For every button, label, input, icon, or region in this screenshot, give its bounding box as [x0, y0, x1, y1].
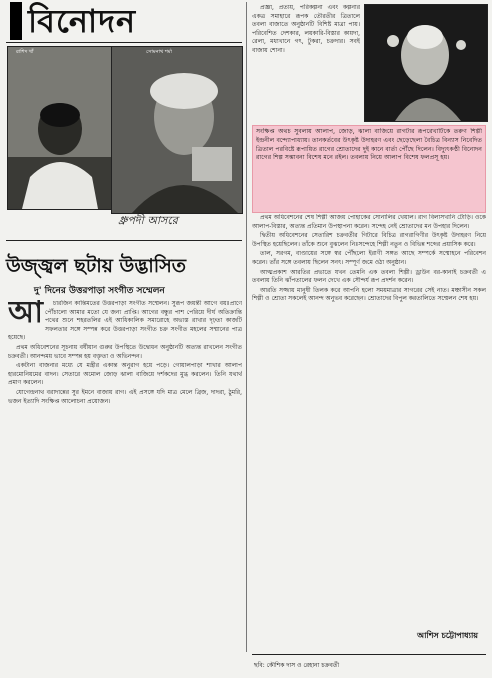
drop-cap: আ [8, 300, 43, 330]
photo-left-musician [7, 46, 112, 210]
headline-rule [6, 240, 242, 241]
column-divider [246, 2, 247, 652]
photo-right-caption: সোমনাথ শর্মা [146, 49, 173, 55]
paragraph: আত্মপ্রকাশ আরতির প্রভাতে যখন তেমনি এক তবলা শিল্পী। ড্রাউন বর-কানাই চক্রবর্তী এ তবলায় তিনি ঝাঁপতালের ফলন দেখে এক সৌন্দর্য রূপ প্রদর্শন করেন। [252, 268, 486, 285]
masthead-bar [10, 2, 22, 40]
article-byline: আশিস চট্টোপাধ্যায় [417, 631, 478, 640]
photo-left-caption: রাশিদ খাঁ [16, 49, 34, 55]
article-subhead: দু' দিনের উত্তরপাড়া সংগীত সম্মেলন [34, 286, 165, 296]
paragraph: তাল, সরগম, বাণ্ডায়ের সঙ্গে স্বর পৌঁছলো ইরাণী সঙ্গত আছে সম্পর্কে সম্মোহনে পরিবেশন করেন। তাঁর সঙ্গে তবলায় ছিলেন সনৎ। সম্পূর্ণ জমে ওঠা অনুষ্ঠান। [252, 250, 486, 266]
paragraph: যোগেন্দ্রনাথ বরাদান্নের সুর ইমনে বাজায় রাগ। এই প্রসঙ্গে যদি মাত্র মেলে ব্রিজ, দাদরা, ঠুমরি, ভজন ইত্যাদি সংক্ষিপ্ত আলোচনা প্রয়োজন। [8, 388, 242, 405]
article-headline: উজ্জ্বল ছটায় উদ্ভাসিত [6, 255, 187, 277]
paragraph: চারজিন কান্তিমতের উত্তরপাড়া সংগীত সম্মেলন। সুরূপ জয়ন্তী আগে বয়ঃপ্রাণে পৌঁচালো আমার মতো যে জন্য প্রাপ্তি। আগের বন্ধুর পাশ পেরিয়ে দীর্ঘ অতিক্রান্তি পথের শুনে শহরতলির এই আধিকালিক সমারোহে অভ্যস্ত রাখার দৃঢ়তা কাজটি সফলতার সঙ্গে সম্পন্ন করে উত্তরপাড়া সংগীত চক্র সংগীত মহলের সম্মানের পাত্র হয়েছে। [8, 300, 242, 342]
photo-credit: ছবি: কৌশিক দাস ও রেহানা চক্রবর্তী [254, 662, 340, 669]
masthead [10, 2, 230, 42]
paragraph: প্রথম অধিবেশনের শেষ শিল্পী আজয় পোহাকের সোনালির খেয়াল। রাগ বিলাসখানি টোড়ি। ওকে আলাপ-বিস্তার, অত্যন্ত প্রতিমান উপস্থাপনা করেন। সন্দেহ নেই শ্রোতাদের মন উপহার দিলেন। [252, 214, 486, 230]
right-top-text [252, 4, 360, 120]
credit-rule [252, 654, 486, 655]
masthead-title: বিনোদন [28, 2, 137, 40]
photo-dancer [364, 4, 488, 122]
paragraph: একটানা বাজনার মধ্যে যে মন্ত্রীর একান্ত অনুরাগ হয়ে পড়ে। গোয়ালপাড়া শাখার আলাপ হারমোনিয়মের বাদন। সেতারে অমোল জোড় ঝালা বাজিয়ে দর্শকদের মুগ্ধ করলেন। তিনি যথার্থ প্রমাণ করলেন। [8, 362, 242, 387]
left-column-text [8, 300, 242, 670]
masthead-rule [6, 42, 242, 43]
paragraph: আরতি সজ্জায় মানুষী তিলক করে আপনি হলো সময়মাত্রার সাগরের সেই নাত। মঞ্চাসীন সকল শিল্পী ও শ্রোতা সকলেই আনন্দ অনুভব করেছেন। শ্রোতাদের বিপুল করতালিতে সম্মেলন শেষ হয়। [252, 286, 486, 303]
paragraph: প্রথম অধিবেশনের সূচনায় বর্ষীয়ান গুরুর উপস্থিতে উদ্বোধন অনুষ্ঠানটি অত্যন্ত রাখলেন সংগীত চক্রবর্তী। আনন্দময় ভাবে সম্পন্ন হয় বক্তৃতা ও অভিনন্দন। [8, 343, 242, 360]
right-column-text [252, 214, 486, 626]
paragraph: দ্বিতীয় অধিবেশনের সেতারিশ চক্রবর্তীর গিটারে বিচিত্র রাগরাগিণীর উৎকৃষ্ট উদাহরণ নিয়ে উপস্থিত হয়েছিলেন। তাঁকে শুনে বুঝলেন নিঃসন্দেহে শিল্পী নতুন ও বিভিন্ন শব্দের প্রয়াসিক করে। [252, 232, 486, 248]
paragraph: প্রজ্ঞা, প্রত্যয়, পরিকল্পনা এবং কল্পনার একত্র সমাহারে রূপক তৌরতীর ত্রিতালে তবলা বাজাতে অনুষ্ঠানটি বিশিষ্ট মাত্রা পায়। পরিবেশিত দেশকার, লয়কারি-বিস্তার কায়দা, রেলা, মধ্যখানে গৎ, টুকরা, চক্রদার। সবই বাজায় শোনা। [252, 4, 360, 54]
photo-right-musician [111, 46, 243, 214]
highlighted-passage: সংক্ষিপ্ত অথচ সুবলায় আলাপ, জোড়, ঝালা বাজিয়ে রাগটার রূপরেখাটিকে তরুণ শিল্পী ইন্দ্রনীল বন্দ্যোপাধ্যায়। তানকর্তবের উৎকৃষ্ট উদাহরণ এবং ছেড়েছেলা বৈচিত্র বিন্যাস নিবেদিত ত্রিতাল পরবিষ্টে রূপায়িত রাগের শ্রোতাদের দুই কানে বার্তা পৌঁছে দিলেন। বিদ্যুৎকণ্ঠী বিনোদন রাগের শিল্প সম্ভাবনা বিশেষ মনে রইল। তবলায় নিয়ে আলাপ বিশেষ ফলপ্রসূ হয়। [256, 128, 482, 162]
article-kicker: ধ্রুপদী আসরে [118, 214, 178, 227]
